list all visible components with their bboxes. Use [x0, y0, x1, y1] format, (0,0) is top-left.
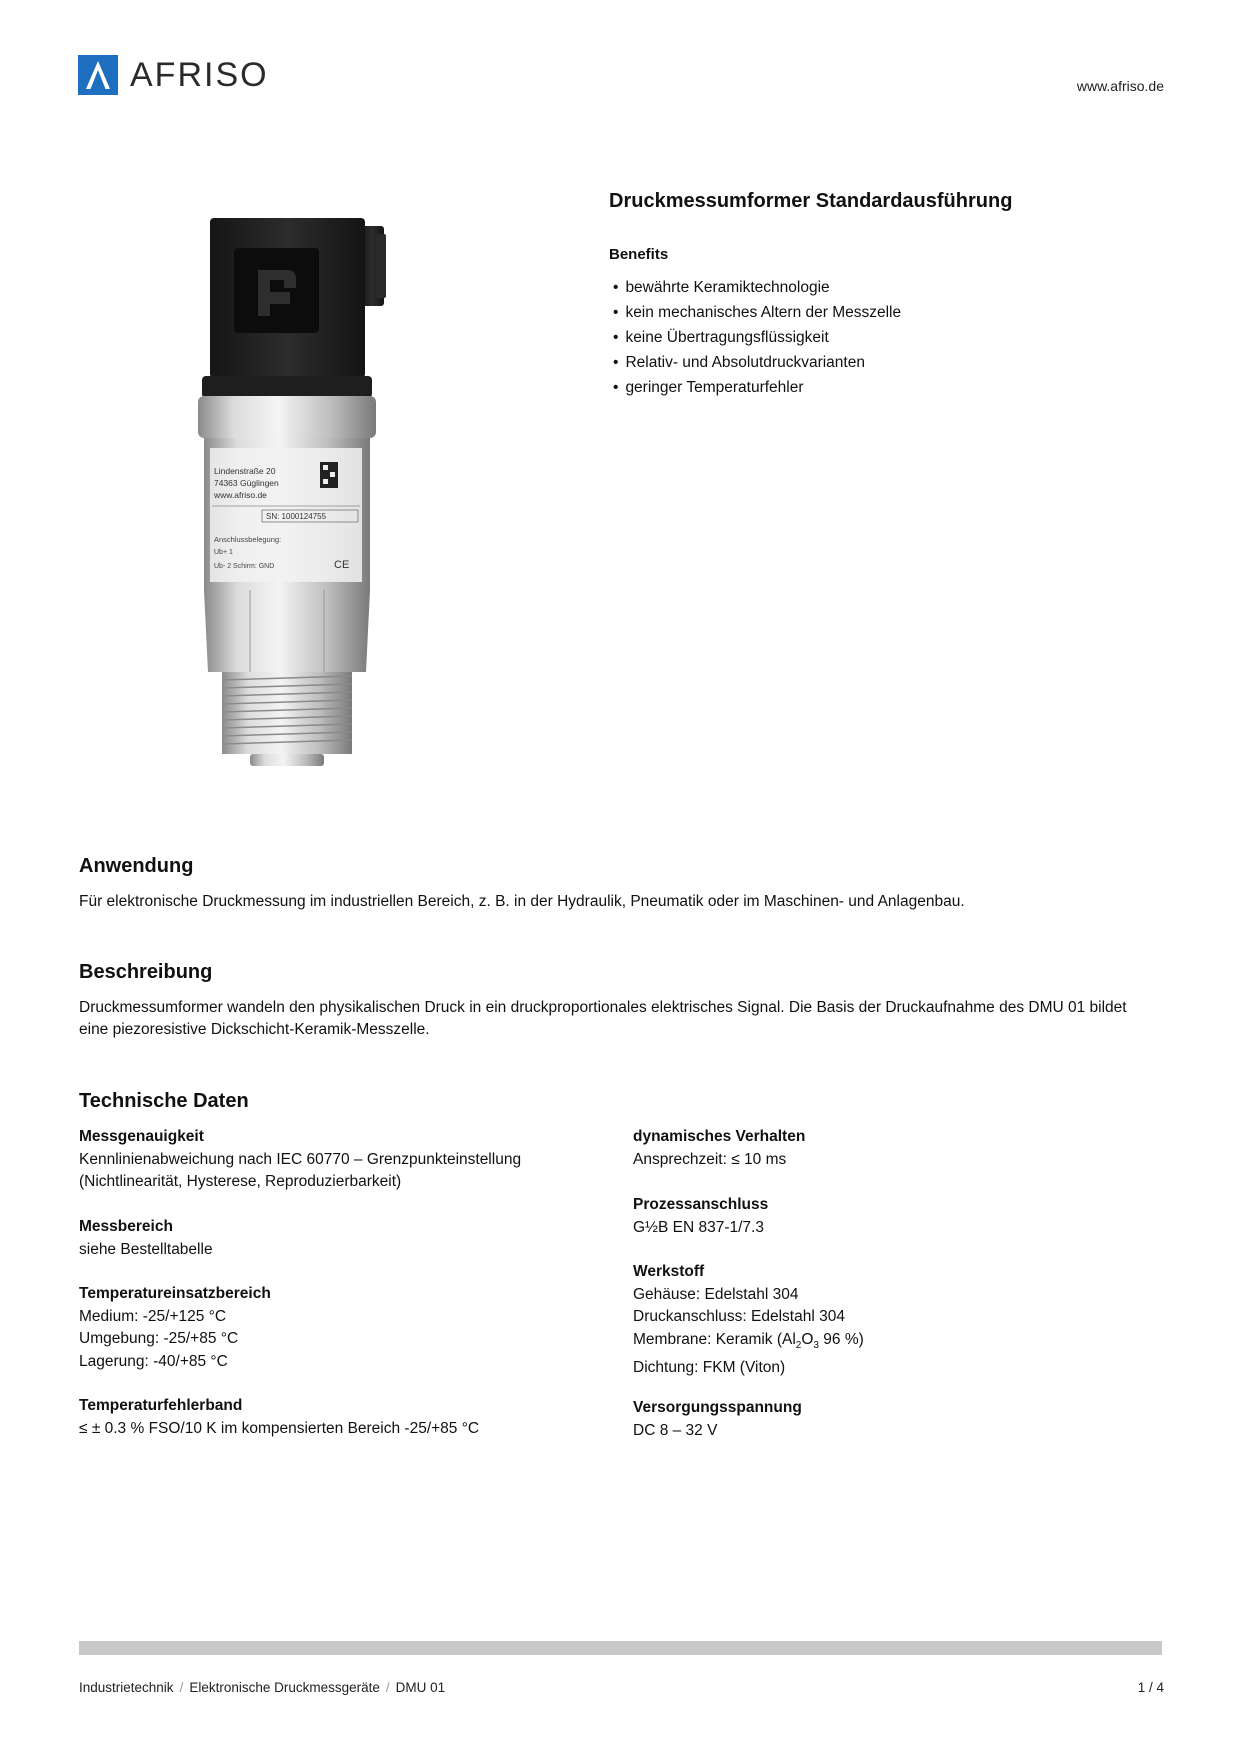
spec-value: Gehäuse: Edelstahl 304: [633, 1285, 799, 1303]
label-wiring-1: Ub+ 1: [214, 549, 233, 556]
afriso-logo-mark-icon: [78, 55, 118, 95]
breadcrumb-item[interactable]: Elektronische Druckmessgeräte: [189, 1680, 380, 1695]
breadcrumb-separator: /: [179, 1680, 184, 1695]
anwendung-text: Für elektronische Druckmessung im industriellen Bereich, z. B. in der Hydraulik, Pneumatik oder im Maschinen- und Anlagenbau.: [79, 893, 965, 910]
spec-value: DC 8 – 32 V: [633, 1421, 718, 1439]
spec-temperatureinsatzbereich: [79, 1283, 271, 1373]
spec-label: Versorgungsspannung: [633, 1399, 802, 1416]
spec-label: Messgenauigkeit: [79, 1128, 204, 1145]
label-city: 74363 Güglingen: [214, 478, 279, 488]
spec-werkstoff: [633, 1261, 864, 1380]
benefit-item: • kein mechanisches Altern der Messzelle: [613, 300, 901, 325]
spec-value: siehe Bestelltabelle: [79, 1240, 213, 1258]
spec-label: dynamisches Verhalten: [633, 1128, 806, 1145]
product-image: [190, 216, 390, 786]
logo-wordmark: AFRISO: [130, 55, 269, 94]
spec-value-membrane: Membrane: Keramik ($Al_2O_3$ 96 %): [633, 1330, 864, 1351]
breadcrumb-separator: /: [385, 1680, 390, 1695]
spec-value: Kennlinienabweichung nach IEC 60770 – Grenzpunkteinstellung: [79, 1150, 522, 1168]
spec-messgenauigkeit: [79, 1126, 521, 1194]
spec-value: Dichtung: FKM (Viton): [633, 1359, 786, 1377]
spec-value: G½B EN 837-1/7.3: [633, 1218, 764, 1236]
benefit-item: • Relativ- und Absolutdruckvarianten: [613, 350, 901, 375]
spec-value: Medium: -25/+125 °C: [79, 1307, 227, 1325]
label-ce-mark: CE: [334, 559, 350, 571]
spec-prozessanschluss: [633, 1194, 768, 1239]
label-wiring-2: Ub- 2 Schirm: GND: [214, 563, 275, 570]
benefit-item: • geringer Temperaturfehler: [613, 375, 901, 400]
anwendung-heading: Anwendung: [79, 855, 194, 877]
benefits-list: [613, 275, 901, 400]
spec-value: (Nichtlinearität, Hysterese, Reproduzierbarkeit): [79, 1173, 402, 1190]
technische-daten-heading: Technische Daten: [79, 1090, 249, 1112]
spec-messbereich: [79, 1216, 213, 1261]
website-link[interactable]: www.afriso.de: [1076, 78, 1164, 94]
breadcrumb-item[interactable]: Industrietechnik: [79, 1680, 174, 1695]
benefit-item: • bewährte Keramiktechnologie: [613, 275, 901, 300]
label-serial: SN: 1000124755: [266, 512, 327, 521]
benefits-heading: Benefits: [609, 246, 669, 263]
label-street: Lindenstraße 20: [214, 466, 276, 476]
spec-value: Druckanschluss: Edelstahl 304: [633, 1308, 845, 1325]
spec-versorgungsspannung: [633, 1397, 802, 1442]
afriso-logo: [78, 54, 318, 96]
spec-dynamisches-verhalten: [633, 1126, 805, 1171]
footer-divider-bar: [79, 1641, 1162, 1655]
spec-label: Prozessanschluss: [633, 1196, 769, 1213]
spec-label: Messbereich: [79, 1218, 173, 1235]
label-wiring-title: Anschlussbelegung:: [214, 535, 282, 544]
spec-temperaturfehlerband: [79, 1395, 479, 1440]
spec-value: Lagerung: -40/+85 °C: [79, 1352, 228, 1370]
beschreibung-text: Druckmessumformer wandeln den physikalischen Druck in ein druckproportionales elektrisches Signal. Die Basis der Druckaufnahme des DMU 01 bildet eine piezoresistive Dickschicht-Keramik-Messzelle.: [79, 999, 1127, 1038]
spec-label: Werkstoff: [633, 1263, 705, 1280]
beschreibung-heading: Beschreibung: [79, 961, 213, 983]
spec-value: Umgebung: -25/+85 °C: [79, 1330, 239, 1347]
spec-value: ≤ ± 0.3 % FSO/10 K im kompensierten Bereich -25/+85 °C: [79, 1419, 480, 1437]
spec-value: Ansprechzeit: ≤ 10 ms: [633, 1150, 787, 1168]
breadcrumb: [79, 1680, 445, 1695]
product-title: Druckmessumformer Standardausführung: [609, 190, 1013, 212]
spec-label: Temperaturfehlerband: [79, 1397, 243, 1414]
benefit-item: • keine Übertragungsflüssigkeit: [613, 325, 901, 350]
page-number: 1 / 4: [1137, 1680, 1164, 1695]
spec-label: Temperatureinsatzbereich: [79, 1285, 271, 1302]
label-web: www.afriso.de: [214, 490, 267, 500]
breadcrumb-item[interactable]: DMU 01: [395, 1680, 446, 1695]
